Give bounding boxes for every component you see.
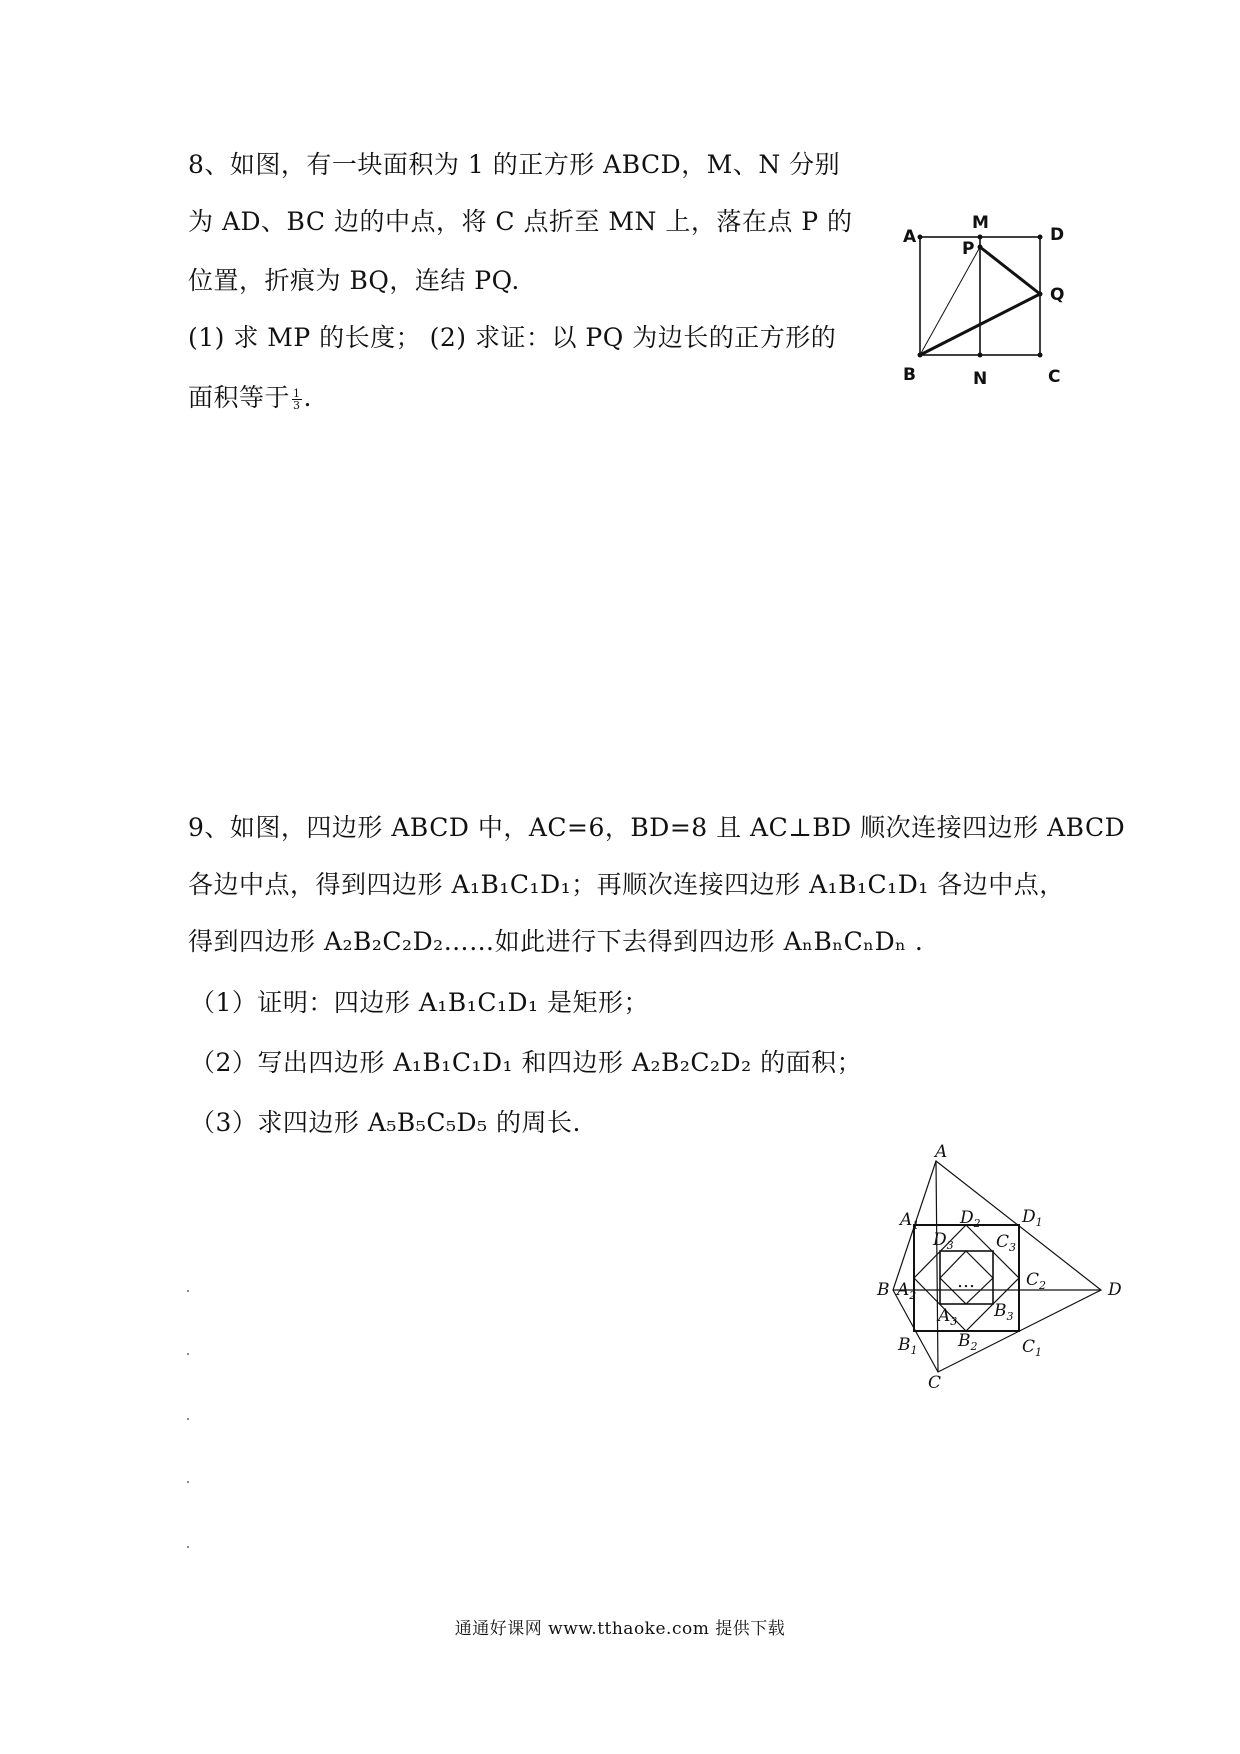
ellipsis-dots: …	[957, 1271, 975, 1292]
problem8-question-line: (1) 求 MP 的长度； (2) 求证：以 PQ 为边长的正方形的	[188, 323, 837, 352]
label-C: C	[928, 1373, 942, 1393]
label-A: A	[903, 227, 917, 247]
label-D1	[1021, 1207, 1043, 1229]
margin-dot	[187, 1418, 189, 1420]
label-C2-letter: C	[1026, 1270, 1040, 1290]
label-D: D	[1050, 225, 1065, 245]
problem9-q1: （1）证明：四边形 A₁B₁C₁D₁ 是矩形；	[190, 988, 649, 1017]
margin-dot	[187, 1290, 189, 1292]
label-B: B	[877, 1280, 890, 1300]
label-B3-sub: 3	[1006, 1310, 1014, 1323]
label-C3-letter: C	[996, 1232, 1010, 1252]
label-C1	[1022, 1337, 1042, 1359]
label-B: B	[903, 365, 916, 385]
label-B2	[957, 1331, 978, 1353]
label-A2-sub: 2	[909, 1289, 917, 1302]
label-P: P	[962, 239, 975, 259]
label-B3-letter: B	[994, 1301, 1007, 1321]
label-D2-sub: 2	[973, 1217, 981, 1230]
problem8-figure	[900, 210, 1080, 400]
label-C2-sub: 2	[1039, 1279, 1047, 1292]
label-B1	[897, 1335, 918, 1357]
problem9-line3: 得到四边形 A₂B₂C₂D₂……如此进行下去得到四边形 AₙBₙCₙDₙ .	[188, 927, 924, 956]
fraction-denominator: 3	[293, 399, 301, 412]
label-A2-letter: A	[897, 1280, 910, 1300]
problem8-line5-suffix: .	[303, 383, 312, 412]
label-D3-letter: D	[933, 1230, 947, 1250]
label-A1-sub: 1	[912, 1219, 920, 1232]
label-B1-letter: B	[898, 1335, 911, 1355]
label-D2	[959, 1208, 981, 1230]
label-A1	[898, 1210, 919, 1232]
fraction-numerator: 1	[293, 387, 301, 400]
label-A3-sub: 3	[950, 1315, 958, 1328]
problem9-line1: 9、如图，四边形 ABCD 中，AC=6，BD=8 且 AC⊥BD 顺次连接四边形 ABCD	[188, 813, 1126, 842]
label-D3	[932, 1230, 954, 1252]
label-C3-sub: 3	[1009, 1241, 1017, 1254]
label-D2-letter: D	[960, 1208, 974, 1228]
problem8-line1: 8、如图，有一块面积为 1 的正方形 ABCD，M、N 分别	[188, 150, 841, 179]
label-D3-sub: 3	[946, 1239, 954, 1252]
problem9-figure	[860, 1140, 1140, 1400]
problem8-line3: 位置，折痕为 BQ，连结 PQ.	[188, 266, 520, 295]
label-M: M	[972, 213, 989, 233]
label-B2-sub: 2	[970, 1340, 978, 1353]
label-N: N	[973, 369, 988, 389]
label-C1-sub: 1	[1035, 1346, 1043, 1359]
label-D1-letter: D	[1022, 1207, 1036, 1227]
problem9-q3: （3）求四边形 A₅B₅C₅D₅ 的周长.	[190, 1108, 581, 1137]
page-footer: 通通好课网 www.tthaoke.com 提供下载	[454, 1619, 786, 1639]
label-C: C	[1048, 367, 1061, 387]
label-D: D	[1108, 1280, 1122, 1300]
label-C2	[1026, 1270, 1046, 1292]
label-B3	[993, 1301, 1014, 1323]
label-C1-letter: C	[1022, 1337, 1036, 1357]
label-B2-letter: B	[958, 1331, 971, 1351]
problem8-line5	[188, 381, 312, 415]
problem8-line5-prefix: 面积等于	[188, 383, 291, 412]
problem9-q2: （2）写出四边形 A₁B₁C₁D₁ 和四边形 A₂B₂C₂D₂ 的面积；	[190, 1048, 863, 1077]
problem8-line2: 为 AD、BC 边的中点，将 C 点折至 MN 上，落在点 P 的	[188, 207, 853, 236]
label-A1-letter: A	[900, 1210, 913, 1230]
margin-dot	[187, 1546, 189, 1548]
margin-dot	[187, 1481, 189, 1483]
fraction-one-third	[292, 388, 302, 411]
problem9-line2: 各边中点，得到四边形 A₁B₁C₁D₁；再顺次连接四边形 A₁B₁C₁D₁ 各边中点，	[188, 870, 1065, 899]
label-Q: Q	[1050, 285, 1065, 305]
label-D1-sub: 1	[1035, 1216, 1043, 1229]
label-A: A	[935, 1142, 948, 1162]
label-A3	[936, 1306, 957, 1328]
label-C3	[996, 1232, 1016, 1254]
label-A3-letter: A	[938, 1306, 951, 1326]
label-B1-sub: 1	[910, 1344, 918, 1357]
margin-dot	[187, 1353, 189, 1355]
